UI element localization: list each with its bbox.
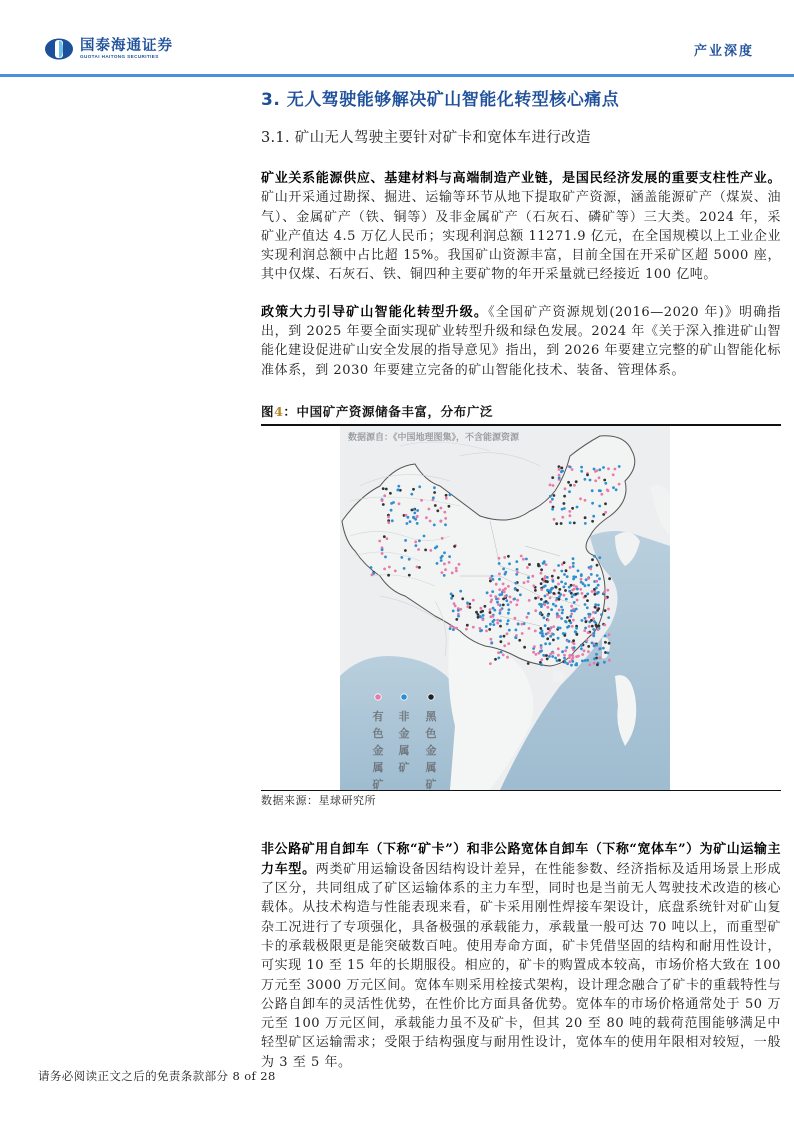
paragraph-mining-industry — [261, 169, 781, 285]
logo-chinese-name: 国泰海通证券 — [80, 38, 173, 54]
map-caption: 数据源自：《中国地理图集》，不含能源资源 — [348, 432, 520, 443]
svg-text:金: 金 — [425, 743, 437, 757]
figure-title-text: ：中国矿产资源储备丰富，分布广泛 — [283, 403, 494, 419]
svg-text:矿: 矿 — [372, 777, 384, 790]
svg-text:矿: 矿 — [425, 777, 437, 790]
paragraph-lead: 政策大力引导矿山智能化转型升级。 — [261, 304, 489, 320]
paragraph-policy — [261, 303, 781, 380]
svg-text:属: 属 — [425, 760, 437, 774]
svg-text:色: 色 — [372, 726, 384, 740]
svg-text:属: 属 — [398, 743, 410, 757]
svg-text:黑: 黑 — [425, 709, 437, 723]
paragraph-lead: 矿业关系能源供应、基建材料与高端制造产业链，是国民经济发展的重要支柱性产业。 — [261, 171, 781, 186]
header-divider — [0, 74, 794, 77]
paragraph-body: 《全国矿产资源规划(2016—2020 年)》明确指出，到 2025 年要全面实现矿业转型升级和绿色发展。2024 年《关于深入推进矿山智能化建设促进矿山安全发展的指导意见》指出，到 2026 年要建立完整的矿山智能化标准体系，到 2030 年要建立完备的矿山智能化技术、装备、管理体系。 — [261, 304, 781, 378]
paragraph-lead: 非公路矿用自卸车（下称“矿卡”）和非公路宽体自卸车（下称“宽体车”）为矿山运输主力车型。 — [261, 842, 781, 877]
svg-text:金: 金 — [398, 726, 410, 740]
paragraph-vehicle-types — [261, 840, 781, 1072]
svg-text:色: 色 — [425, 726, 437, 740]
main-content — [261, 84, 781, 1072]
svg-text:有: 有 — [372, 709, 384, 723]
figure-label-prefix: 图 — [261, 403, 275, 419]
subsection-heading: 3.1. 矿山无人驾驶主要针对矿卡和宽体车进行改造 — [261, 130, 591, 146]
logo-mark-icon — [44, 38, 74, 60]
svg-text:非: 非 — [398, 709, 410, 723]
paragraph-body: 矿山开采通过勘探、掘进、运输等环节从地下提取矿产资源，涵盖能源矿产（煤炭、油气）、金属矿产（铁、铜等）及非金属矿产（石灰石、磷矿等）三大类。2024 年，采矿业产值达 4.5 万亿人民币；实现利润总额 11271.9 亿元，在全国规模以上工业企业实现利润总额中占比超 15%。我国矿山资源丰富，目前全国在开采矿区超 5000 座，其中仅煤、石灰石、铁、铜四种主要矿物的年开采量就已经接近 100 亿吨。 — [261, 190, 781, 283]
figure-title — [261, 402, 781, 422]
page-header — [0, 0, 794, 76]
svg-text:金: 金 — [372, 743, 384, 757]
paragraph-body: 两类矿用运输设备因结构设计差异，在性能参数、经济指标及适用场景上形成了区分，共同组成了矿区运输体系的主力车型，同时也是当前无人驾驶技术改造的核心载体。从技术构造与性能表现来看，矿卡采用刚性焊接车架设计，底盘系统针对矿山复杂工况进行了专项强化，具备极强的承载能力，承载量一般可达 70 吨以上，而重型矿卡的承载极限更是能突破数百吨。使用寿命方面，矿卡凭借坚固的结构和耐用性设计，可实现 10 至 15 年的长期服役。相应的，矿卡的购置成本较高，市场价格大致在 100 万元至 3000 万元区间。宽体车则采用栓接式架构，设计理念融合了矿卡的重载特性与公路自卸车的灵活性优势，在性价比方面具备优势。宽体车的市场价格通常处于 50 万元至 100 万元区间，承载能力虽不及矿卡，但其 20 至 80 吨的载荷范围能够满足中轻型矿区运输需求；受限于结构强度与耐用性设计，宽体车的使用年限相对较短，一般为 3 至 5 年。 — [261, 861, 782, 1070]
figure-bottom-rule — [261, 790, 781, 792]
figure-number: 4 — [274, 403, 284, 419]
figure-source: 数据来源：星球研究所 — [261, 794, 376, 808]
svg-text:矿: 矿 — [398, 760, 410, 774]
svg-text:属: 属 — [372, 760, 384, 774]
section-heading: 3. 无人驾驶能够解决矿山智能化转型核心痛点 — [261, 90, 620, 110]
page-footer: 请务必阅读正文之后的免责条款部分 8 of 28 — [38, 1069, 276, 1083]
mineral-distribution-map — [340, 426, 670, 790]
report-type-label: 产业深度 — [693, 44, 754, 59]
logo-english-name: GUOTAI HAITONG SECURITIES — [80, 54, 159, 59]
company-logo — [44, 38, 173, 60]
